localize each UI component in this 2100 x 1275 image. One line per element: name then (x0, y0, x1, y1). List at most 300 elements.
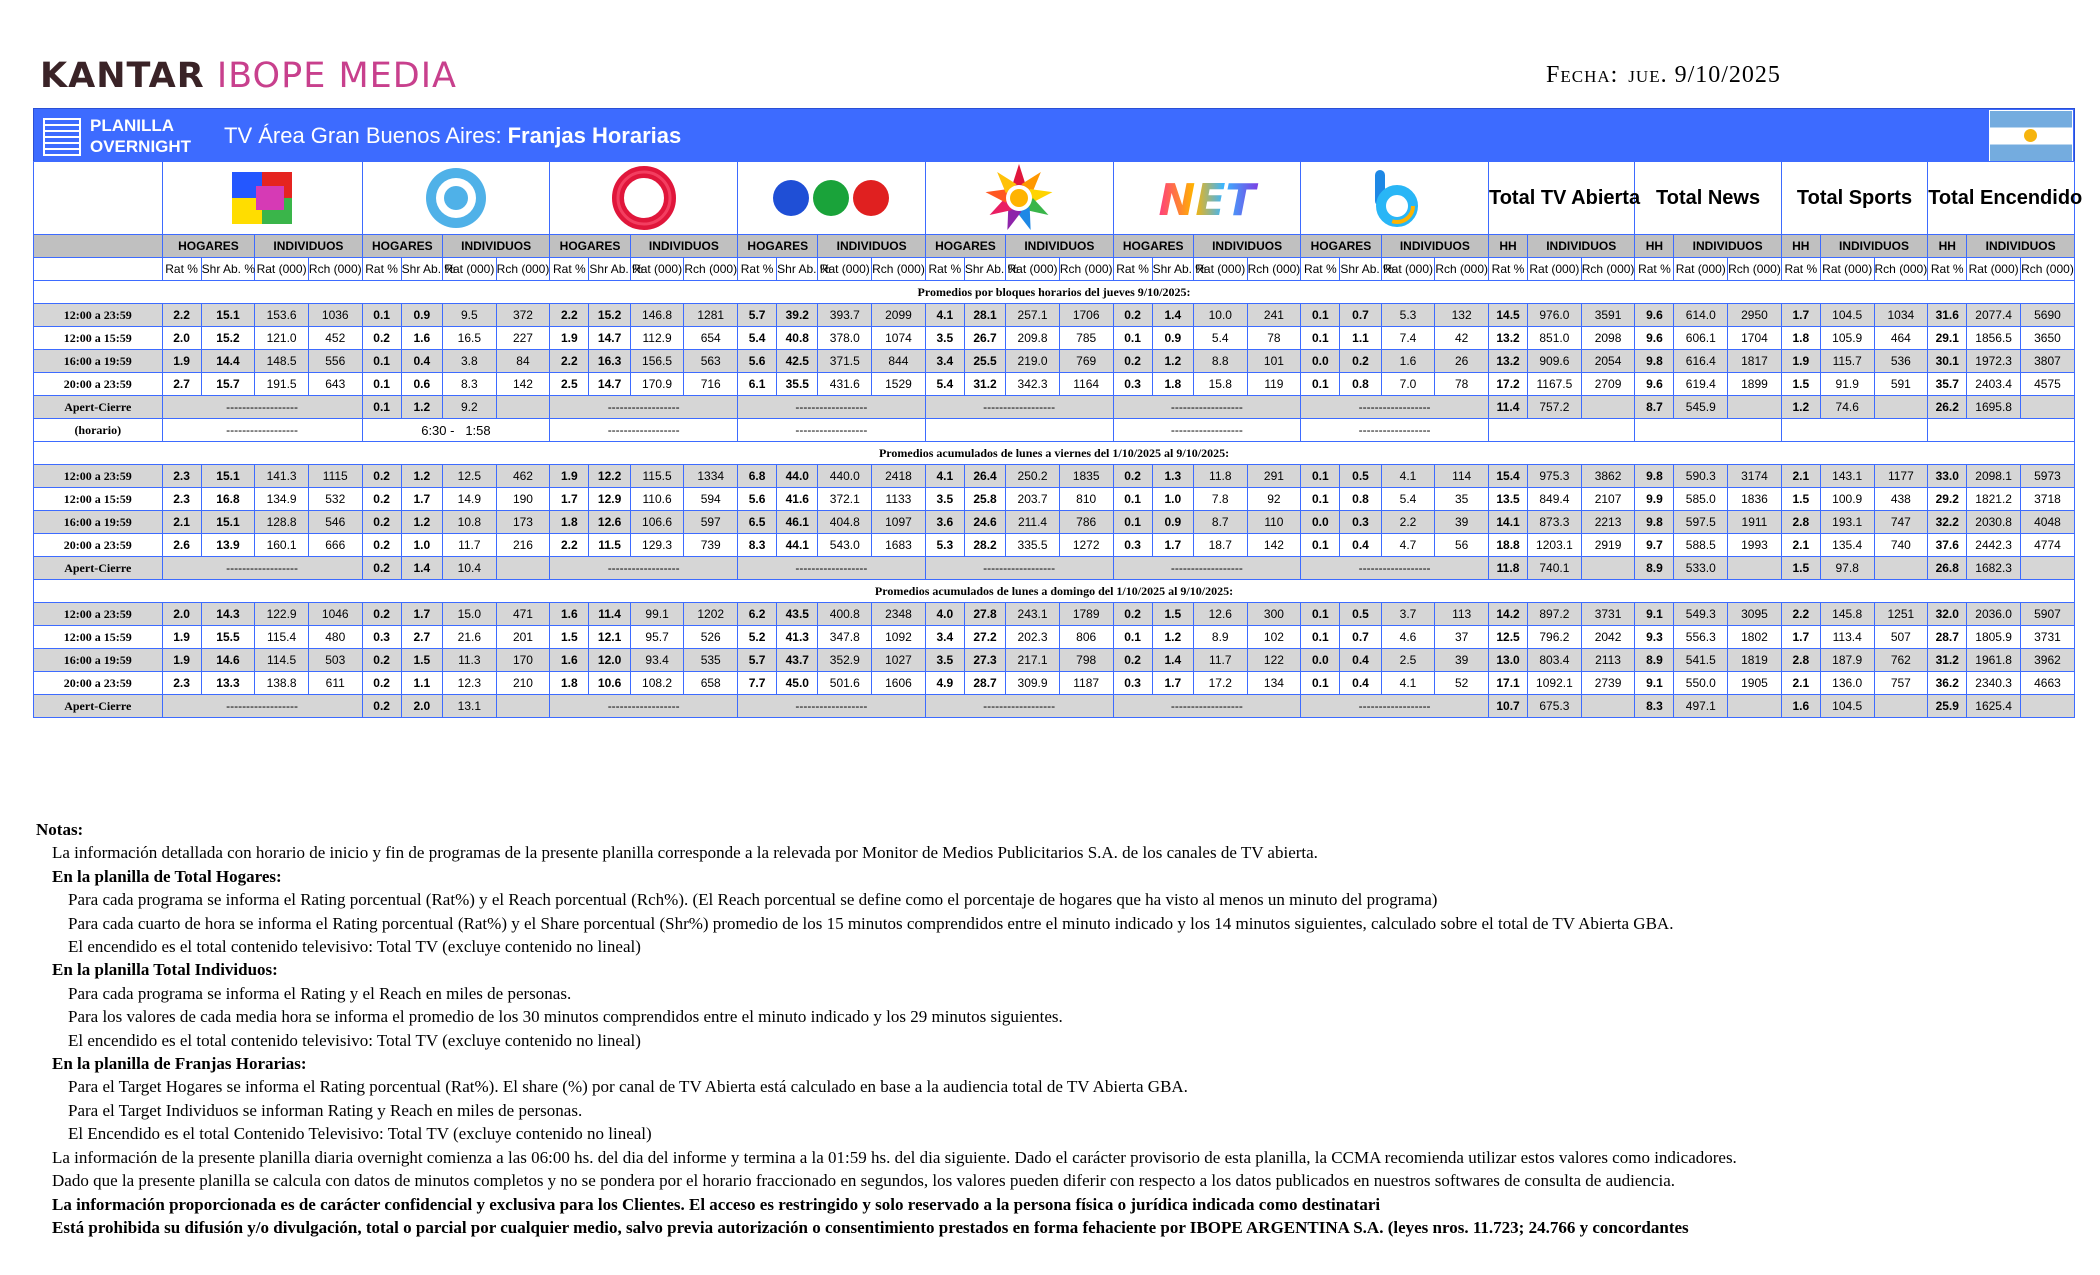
value-cell: 9.6 (1635, 304, 1674, 327)
value-cell: 27.2 (964, 626, 1005, 649)
data-row (34, 350, 2075, 373)
value-cell: 13.0 (1488, 649, 1527, 672)
value-cell: 2.2 (1781, 603, 1820, 626)
metric-rat000: Rat (000) (630, 258, 684, 281)
value-cell: 14.5 (1488, 304, 1527, 327)
value-cell: 241 (1247, 304, 1301, 327)
value-cell: 7.7 (738, 672, 777, 695)
value-cell: 110 (1247, 511, 1301, 534)
value-cell: 0.1 (1301, 327, 1340, 350)
time-block-label: 20:00 a 23:59 (34, 373, 163, 396)
value-cell: 1821.2 (1967, 488, 2021, 511)
value-cell: 9.5 (443, 304, 497, 327)
time-block-label: 12:00 a 15:59 (34, 626, 163, 649)
total-header-2: Total Sports (1781, 162, 1927, 235)
metric-rat: Rat % (550, 258, 589, 281)
dash-cell: ------------------ (162, 557, 362, 580)
value-cell: 0.0 (1301, 649, 1340, 672)
value-cell: 2.2 (550, 534, 589, 557)
value-cell: 104.5 (1820, 304, 1874, 327)
value-cell: 1.6 (550, 603, 589, 626)
data-row (34, 603, 2075, 626)
total-header-1: Total News (1635, 162, 1781, 235)
value-cell: 2099 (872, 304, 926, 327)
value-cell: 26 (1435, 350, 1489, 373)
hogares-header: HOGARES (1301, 235, 1381, 258)
corner-cell (34, 162, 163, 235)
value-cell: 5690 (2020, 304, 2074, 327)
value-cell: 0.1 (1113, 327, 1152, 350)
section-title-row (34, 442, 2075, 465)
value-cell: 1.6 (1381, 350, 1435, 373)
note-line: En la planilla Total Individuos: (52, 960, 278, 980)
metric-rat: Rat % (1488, 258, 1527, 281)
data-row (34, 649, 2075, 672)
value-cell: 14.3 (201, 603, 255, 626)
metric-rat000: Rat (000) (1006, 258, 1060, 281)
dash-cell: ------------------ (550, 695, 738, 718)
hh-header: HH (1928, 235, 1967, 258)
value-cell: 757.2 (1528, 396, 1582, 419)
value-cell: 2.1 (1781, 672, 1820, 695)
value-cell: 1034 (1874, 304, 1928, 327)
title-banner (33, 108, 2075, 162)
value-cell: 3731 (2020, 626, 2074, 649)
value-cell: 9.8 (1635, 511, 1674, 534)
value-cell: 654 (684, 327, 738, 350)
value-cell: 1835 (1059, 465, 1113, 488)
value-cell: 14.7 (589, 373, 630, 396)
value-cell: 1.8 (1781, 327, 1820, 350)
value-cell: 1805.9 (1967, 626, 2021, 649)
value-cell: 15.4 (1488, 465, 1527, 488)
value-cell: 35 (1435, 488, 1489, 511)
value-cell: 25.5 (964, 350, 1005, 373)
value-cell: 597 (684, 511, 738, 534)
metric-rat: Rat % (1928, 258, 1967, 281)
value-cell: 122 (1247, 649, 1301, 672)
value-cell: 1.9 (162, 626, 201, 649)
data-row (34, 465, 2075, 488)
value-cell: 36.2 (1928, 672, 1967, 695)
value-cell: 2950 (1728, 304, 1782, 327)
value-cell: 14.6 (201, 649, 255, 672)
value-cell: 1.1 (1340, 327, 1381, 350)
value-cell: 2.3 (162, 465, 201, 488)
metric-rat: Rat % (1113, 258, 1152, 281)
value-cell: 0.7 (1340, 626, 1381, 649)
value-cell: 1606 (872, 672, 926, 695)
value-cell: 32.2 (1928, 511, 1967, 534)
metric-header-row (34, 258, 2075, 281)
value-cell: 0.1 (1301, 626, 1340, 649)
hh-header: HH (1781, 235, 1820, 258)
value-cell: 6.1 (738, 373, 777, 396)
value-cell: 29.2 (1928, 488, 1967, 511)
value-cell: 9.6 (1635, 373, 1674, 396)
value-cell: 619.4 (1674, 373, 1728, 396)
metric-rch000: Rch (000) (308, 258, 362, 281)
time-block-label: 20:00 a 23:59 (34, 534, 163, 557)
dash-cell: ------------------ (925, 695, 1113, 718)
value-cell: 7.4 (1381, 327, 1435, 350)
value-cell: 3.5 (925, 649, 964, 672)
note-line: Para el Target Individuos se informan Rating y Reach en miles de personas. (68, 1100, 583, 1120)
value-cell: 400.8 (818, 603, 872, 626)
empty-cell (1581, 396, 1635, 419)
value-cell: 115.7 (1820, 350, 1874, 373)
note-line: Para cada programa se informa el Rating y el Reach en miles de personas. (68, 983, 572, 1003)
note-line: En la planilla de Total Hogares: (52, 866, 282, 886)
value-cell: 5.6 (738, 488, 777, 511)
value-cell: 11.7 (443, 534, 497, 557)
value-cell: 1.6 (401, 327, 442, 350)
value-cell: 148.5 (255, 350, 309, 373)
value-cell: 0.1 (1301, 488, 1340, 511)
value-cell: 675.3 (1528, 695, 1582, 718)
value-cell: 2.2 (550, 304, 589, 327)
value-cell: 8.9 (1635, 557, 1674, 580)
value-cell: 13.3 (201, 672, 255, 695)
value-cell: 5.6 (738, 350, 777, 373)
value-cell: 1.8 (550, 511, 589, 534)
empty-cell (1874, 557, 1928, 580)
dash-cell: ------------------ (162, 695, 362, 718)
value-cell: 37 (1435, 626, 1489, 649)
metric-rat: Rat % (362, 258, 401, 281)
value-cell: 2739 (1581, 672, 1635, 695)
value-cell: 17.2 (1488, 373, 1527, 396)
value-cell: 335.5 (1006, 534, 1060, 557)
value-cell: 897.2 (1528, 603, 1582, 626)
value-cell: 3.6 (925, 511, 964, 534)
value-cell: 2.0 (162, 327, 201, 350)
value-cell: 11.5 (589, 534, 630, 557)
value-cell: 0.0 (1301, 511, 1340, 534)
value-cell: 0.4 (1340, 672, 1381, 695)
value-cell: 135.4 (1820, 534, 1874, 557)
metric-rat000: Rat (000) (1820, 258, 1874, 281)
value-cell: 0.3 (1113, 672, 1152, 695)
value-cell: 9.1 (1635, 672, 1674, 695)
value-cell: 1.9 (550, 327, 589, 350)
apert-label: Apert-Cierre (34, 695, 163, 718)
value-cell: 2.1 (1781, 534, 1820, 557)
value-cell: 8.9 (1635, 649, 1674, 672)
value-cell: 121.0 (255, 327, 309, 350)
value-cell: 0.3 (1113, 534, 1152, 557)
value-cell: 0.2 (1340, 350, 1381, 373)
value-cell: 0.2 (362, 534, 401, 557)
empty-cell (1781, 419, 1927, 442)
value-cell: 160.1 (255, 534, 309, 557)
note-line: El encendido es el total contenido televisivo: Total TV (excluye contenido no lineal) (68, 1030, 641, 1050)
time-block-label: 20:00 a 23:59 (34, 672, 163, 695)
value-cell: 2.2 (1381, 511, 1435, 534)
value-cell: 549.3 (1674, 603, 1728, 626)
value-cell: 371.5 (818, 350, 872, 373)
value-cell: 0.1 (1113, 488, 1152, 511)
value-cell: 8.3 (443, 373, 497, 396)
value-cell: 404.8 (818, 511, 872, 534)
value-cell: 536 (1874, 350, 1928, 373)
note-line: El encendido es el total contenido televisivo: Total TV (excluye contenido no lineal) (68, 937, 641, 957)
value-cell: 11.4 (1488, 396, 1527, 419)
dash-cell: ------------------ (162, 396, 362, 419)
value-cell: 1.6 (1781, 695, 1820, 718)
dash-cell: ------------------ (1113, 396, 1301, 419)
value-cell: 0.2 (1113, 350, 1152, 373)
value-cell: 1334 (684, 465, 738, 488)
value-cell: 643 (308, 373, 362, 396)
individuos-header: INDIVIDUOS (1820, 235, 1927, 258)
value-cell: 5.4 (1193, 327, 1247, 350)
value-cell: 108.2 (630, 672, 684, 695)
data-row (34, 511, 2075, 534)
value-cell: 3718 (2020, 488, 2074, 511)
value-cell: 975.3 (1528, 465, 1582, 488)
value-cell: 1682.3 (1967, 557, 2021, 580)
value-cell: 2107 (1581, 488, 1635, 511)
value-cell: 0.2 (1113, 304, 1152, 327)
value-cell: 10.6 (589, 672, 630, 695)
value-cell: 9.8 (1635, 465, 1674, 488)
data-row (34, 373, 2075, 396)
net-logo-icon (1113, 162, 1301, 235)
empty-cell (1874, 396, 1928, 419)
dash-cell: ------------------ (1113, 695, 1301, 718)
value-cell: 803.4 (1528, 649, 1582, 672)
value-cell: 585.0 (1674, 488, 1728, 511)
value-cell: 5.7 (738, 649, 777, 672)
value-cell: 0.9 (401, 304, 442, 327)
time-block-label: 12:00 a 23:59 (34, 465, 163, 488)
metric-rat: Rat % (738, 258, 777, 281)
value-cell: 291 (1247, 465, 1301, 488)
value-cell: 0.1 (362, 304, 401, 327)
value-cell: 41.6 (777, 488, 818, 511)
time-block-label: 16:00 a 19:59 (34, 511, 163, 534)
time-block-label: 12:00 a 15:59 (34, 327, 163, 350)
corner-cell (34, 258, 163, 281)
value-cell: 1.7 (1152, 672, 1193, 695)
value-cell: 1704 (1728, 327, 1782, 350)
value-cell: 5.3 (1381, 304, 1435, 327)
value-cell: 217.1 (1006, 649, 1060, 672)
value-cell: 2418 (872, 465, 926, 488)
hh-header: HH (1488, 235, 1527, 258)
value-cell: 0.5 (1340, 603, 1381, 626)
value-cell: 378.0 (818, 327, 872, 350)
horario-row (34, 419, 2075, 442)
value-cell: 145.8 (1820, 603, 1874, 626)
dash-cell: ------------------ (550, 419, 738, 442)
value-cell: 24.6 (964, 511, 1005, 534)
value-cell: 1972.3 (1967, 350, 2021, 373)
value-cell: 0.4 (1340, 649, 1381, 672)
metric-rat000: Rat (000) (1967, 258, 2021, 281)
value-cell: 1789 (1059, 603, 1113, 626)
value-cell: 4663 (2020, 672, 2074, 695)
value-cell: 2054 (1581, 350, 1635, 373)
value-cell: 115.5 (630, 465, 684, 488)
value-cell: 2.2 (162, 304, 201, 327)
value-cell: 15.2 (201, 327, 255, 350)
value-cell: 1.2 (401, 396, 442, 419)
value-cell: 9.1 (1635, 603, 1674, 626)
value-cell: 45.0 (777, 672, 818, 695)
value-cell: 3650 (2020, 327, 2074, 350)
value-cell: 471 (496, 603, 550, 626)
value-cell: 464 (1874, 327, 1928, 350)
metric-rat000: Rat (000) (1528, 258, 1582, 281)
value-cell: 15.8 (1193, 373, 1247, 396)
value-cell: 1.4 (1152, 304, 1193, 327)
value-cell: 588.5 (1674, 534, 1728, 557)
argentina-flag-icon (1989, 110, 2073, 162)
value-cell: 12.3 (443, 672, 497, 695)
value-cell: 14.2 (1488, 603, 1527, 626)
value-cell: 1.7 (401, 488, 442, 511)
value-cell: 666 (308, 534, 362, 557)
value-cell: 2098.1 (1967, 465, 2021, 488)
value-cell: 4.1 (1381, 672, 1435, 695)
value-cell: 142 (1247, 534, 1301, 557)
value-cell: 11.7 (1193, 649, 1247, 672)
value-cell: 0.8 (1340, 373, 1381, 396)
value-cell: 0.1 (362, 373, 401, 396)
value-cell: 12.1 (589, 626, 630, 649)
apert-label: Apert-Cierre (34, 557, 163, 580)
section-title-row (34, 281, 2075, 304)
value-cell: 7.8 (1193, 488, 1247, 511)
value-cell: 0.2 (362, 557, 401, 580)
value-cell: 31.6 (1928, 304, 1967, 327)
target-header-row (34, 235, 2075, 258)
value-cell: 9.2 (443, 396, 497, 419)
value-cell: 798 (1059, 649, 1113, 672)
value-cell: 3174 (1728, 465, 1782, 488)
value-cell: 611 (308, 672, 362, 695)
value-cell: 17.1 (1488, 672, 1527, 695)
value-cell: 1.2 (401, 511, 442, 534)
value-cell: 497.1 (1674, 695, 1728, 718)
value-cell: 2036.0 (1967, 603, 2021, 626)
value-cell: 2709 (1581, 373, 1635, 396)
value-cell: 2.3 (162, 488, 201, 511)
value-cell: 1.8 (550, 672, 589, 695)
value-cell: 438 (1874, 488, 1928, 511)
value-cell: 1.5 (1781, 488, 1820, 511)
el-trece-logo-icon (925, 162, 1113, 235)
value-cell: 104.5 (1820, 695, 1874, 718)
value-cell: 3862 (1581, 465, 1635, 488)
value-cell: 26.4 (964, 465, 1005, 488)
value-cell: 78 (1247, 327, 1301, 350)
value-cell: 10.0 (1193, 304, 1247, 327)
value-cell: 42 (1435, 327, 1489, 350)
value-cell: 8.9 (1193, 626, 1247, 649)
empty-cell (1488, 419, 1634, 442)
value-cell: 1.5 (1152, 603, 1193, 626)
value-cell: 1706 (1059, 304, 1113, 327)
value-cell: 102 (1247, 626, 1301, 649)
metric-rat000: Rat (000) (443, 258, 497, 281)
value-cell: 15.2 (589, 304, 630, 327)
value-cell: 26.7 (964, 327, 1005, 350)
value-cell: 591 (1874, 373, 1928, 396)
metric-rch000: Rch (000) (2020, 258, 2074, 281)
value-cell: 0.2 (362, 603, 401, 626)
value-cell: 1164 (1059, 373, 1113, 396)
value-cell: 1.7 (550, 488, 589, 511)
value-cell: 250.2 (1006, 465, 1060, 488)
note-line: La información de la presente planilla diaria overnight comienza a las 06:00 hs. del dia del informe y termina a la 01:59 hs. del dia siguiente. Dado el carácter provisorio de esta planilla, la CCMA recomienda utilizar estos valores como indicadores. (52, 1147, 1737, 1167)
value-cell: 1.5 (1781, 373, 1820, 396)
value-cell: 0.2 (362, 672, 401, 695)
value-cell: 1683 (872, 534, 926, 557)
value-cell: 1.9 (162, 649, 201, 672)
individuos-header: INDIVIDUOS (1193, 235, 1300, 258)
value-cell: 43.5 (777, 603, 818, 626)
value-cell: 740 (1874, 534, 1928, 557)
value-cell: 110.6 (630, 488, 684, 511)
dash-cell: ------------------ (1301, 557, 1489, 580)
individuos-header: INDIVIDUOS (1006, 235, 1113, 258)
value-cell: 1819 (1728, 649, 1782, 672)
value-cell: 16.5 (443, 327, 497, 350)
value-cell: 2.8 (1781, 649, 1820, 672)
value-cell: 606.1 (1674, 327, 1728, 350)
empty-cell (2020, 695, 2074, 718)
value-cell: 614.0 (1674, 304, 1728, 327)
value-cell: 785 (1059, 327, 1113, 350)
america-logo-icon (550, 162, 738, 235)
note-line: Para cada programa se informa el Rating porcentual (Rat%) y el Reach porcentual (Rch%). (El Reach porcentual se define como el porcentaje de hogares que ha visto al menos un minuto del programa) (68, 890, 1438, 910)
value-cell: 210 (496, 672, 550, 695)
metric-rch000: Rch (000) (684, 258, 738, 281)
value-cell: 6.2 (738, 603, 777, 626)
value-cell: 43.7 (777, 649, 818, 672)
value-cell: 16.8 (201, 488, 255, 511)
value-cell: 15.5 (201, 626, 255, 649)
notes-section (36, 818, 2076, 1239)
value-cell: 1.7 (401, 603, 442, 626)
hogares-header: HOGARES (162, 235, 255, 258)
time-block-label: 16:00 a 19:59 (34, 649, 163, 672)
value-cell: 526 (684, 626, 738, 649)
value-cell: 4.6 (1381, 626, 1435, 649)
value-cell: 12.5 (1488, 626, 1527, 649)
value-cell: 26.8 (1928, 557, 1967, 580)
value-cell: 2.1 (1781, 465, 1820, 488)
value-cell: 501.6 (818, 672, 872, 695)
value-cell: 1115 (308, 465, 362, 488)
value-cell: 35.5 (777, 373, 818, 396)
value-cell: 431.6 (818, 373, 872, 396)
value-cell: 1.9 (162, 350, 201, 373)
dash-cell: ------------------ (738, 695, 926, 718)
value-cell: 37.6 (1928, 534, 1967, 557)
value-cell: 30.1 (1928, 350, 1967, 373)
metric-rat: Rat % (1781, 258, 1820, 281)
empty-cell (1581, 557, 1635, 580)
value-cell: 1.2 (1152, 626, 1193, 649)
value-cell: 1905 (1728, 672, 1782, 695)
metric-rat000: Rat (000) (1193, 258, 1247, 281)
value-cell: 2.1 (162, 511, 201, 534)
dash-cell: ------------------ (925, 396, 1113, 419)
